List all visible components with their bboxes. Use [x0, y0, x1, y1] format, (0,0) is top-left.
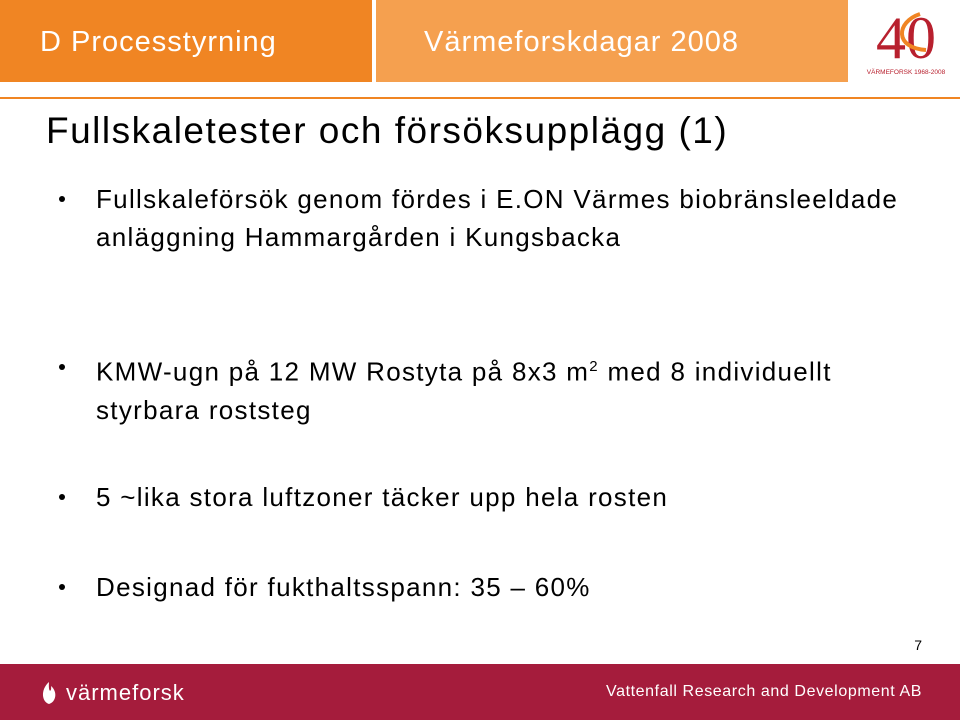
bullet-text: 5 ~lika stora luftzoner täcker upp hela rosten	[96, 482, 669, 512]
header-event-bar	[376, 0, 848, 82]
bullet-dot-icon	[59, 584, 65, 590]
bullet-dot-icon	[59, 196, 65, 202]
brand-name: värmeforsk	[66, 680, 185, 705]
flame-icon	[36, 680, 62, 706]
bullet-superscript: 2	[589, 358, 599, 375]
bullet-item	[96, 348, 936, 429]
bullet-item	[96, 180, 936, 256]
bullet-text-tail: med 8 individuellt styrbara roststeg	[96, 356, 832, 425]
bullet-text: KMW-ugn på 12 MW Rostyta på 8x3 m	[96, 356, 590, 387]
anniversary-logo	[856, 4, 956, 80]
bullet-dot-icon	[59, 364, 65, 370]
footer-brand-logo	[36, 674, 216, 712]
anniversary-caption: VÄRMEFORSK 1968-2008	[866, 69, 946, 76]
bullet-item	[96, 568, 936, 606]
event-title: Värmeforskdagar 2008	[424, 26, 739, 58]
header-section-bar	[0, 0, 372, 82]
bullet-text: Designad för fukthaltsspann: 35 – 60%	[96, 572, 591, 602]
bullet-dot-icon	[59, 494, 65, 500]
bullet-text: Fullskaleförsök genom fördes i E.ON Värmes biobränsleeldade anläggning Hammargården i Kungsbacka	[96, 184, 899, 252]
company-name: Vattenfall Research and Development AB	[605, 683, 922, 700]
header-divider	[0, 97, 960, 99]
footer-bar	[0, 664, 960, 720]
bullet-item	[96, 478, 936, 516]
slide-title: Fullskaletester och försöksupplägg (1)	[46, 110, 729, 151]
page-number: 7	[914, 637, 922, 653]
section-title: D Processtyrning	[40, 26, 277, 58]
anniversary-number: 40	[876, 5, 936, 71]
